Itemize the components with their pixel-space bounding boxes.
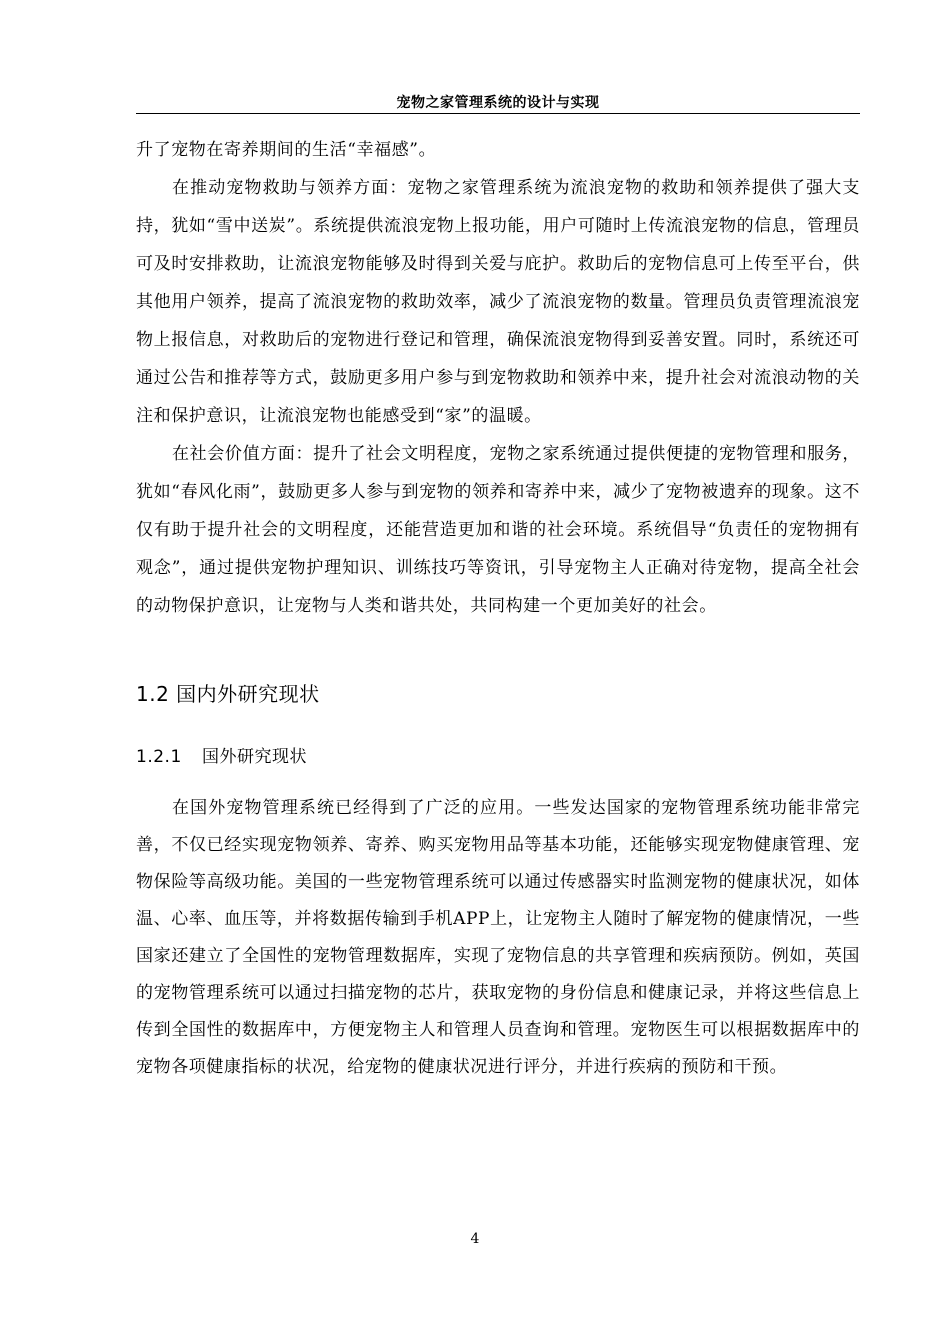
- paragraph-social-value: 在社会价值方面：提升了社会文明程度，宠物之家系统通过提供便捷的宠物管理和服务，犹如“春风化雨”，鼓励更多人参与到宠物的领养和寄养中来，减少了宠物被遗弃的现象。这不仅有助于提升社会的文明程度，还能营造更加和谐的社会环境。系统倡导“负责任的宠物拥有观念”，通过提供宠物护理知识、训练技巧等资讯，引导宠物主人正确对待宠物，提高全社会的动物保护意识，让宠物与人类和谐共处，共同构建一个更加美好的社会。: [136, 444, 860, 616]
- paragraph-rescue-adoption: 在推动宠物救助与领养方面：宠物之家管理系统为流浪宠物的救助和领养提供了强大支持，犹如“雪中送炭”。系统提供流浪宠物上报功能，用户可随时上传流浪宠物的信息，管理员可及时安排救助，让流浪宠物能够及时得到关爱与庇护。救助后的宠物信息可上传至平台，供其他用户领养，提高了流浪宠物的救助效率，减少了流浪宠物的数量。管理员负责管理流浪宠物上报信息，对救助后的宠物进行登记和管理，确保流浪宠物得到妥善安置。同时，系统还可通过公告和推荐等方式，鼓励更多用户参与到宠物救助和领养中来，提升社会对流浪动物的关注和保护意识，让流浪宠物也能感受到“家”的温暖。: [136, 178, 860, 426]
- subsection-title: 国外研究现状: [202, 747, 307, 767]
- body-text-section-1: [136, 131, 860, 625]
- section-heading: 1.2 国内外研究现状: [136, 682, 320, 706]
- subsection-number: 1.2.1: [136, 747, 182, 767]
- header-divider: [136, 113, 860, 114]
- page-number: 4: [470, 1231, 480, 1247]
- running-header-title: 宠物之家管理系统的设计与实现: [396, 95, 600, 111]
- subsection-heading: [136, 742, 307, 767]
- paragraph-continuation: 升了宠物在寄养期间的生活“幸福感”。: [136, 140, 437, 160]
- paragraph-foreign-research: 在国外宠物管理系统已经得到了广泛的应用。一些发达国家的宠物管理系统功能非常完善，不仅已经实现宠物领养、寄养、购买宠物用品等基本功能，还能够实现宠物健康管理、宠物保险等高级功能。美国的一些宠物管理系统可以通过传感器实时监测宠物的健康状况，如体温、心率、血压等，并将数据传输到手机APP上，让宠物主人随时了解宠物的健康情况，一些国家还建立了全国性的宠物管理数据库，实现了宠物信息的共享管理和疾病预防。例如，英国的宠物管理系统可以通过扫描宠物的芯片，获取宠物的身份信息和健康记录，并将这些信息上传到全国性的数据库中，方便宠物主人和管理人员查询和管理。宠物医生可以根据数据库中的宠物各项健康指标的状况，给宠物的健康状况进行评分，并进行疾病的预防和干预。: [136, 798, 860, 1077]
- body-text-section-2: [136, 790, 860, 1086]
